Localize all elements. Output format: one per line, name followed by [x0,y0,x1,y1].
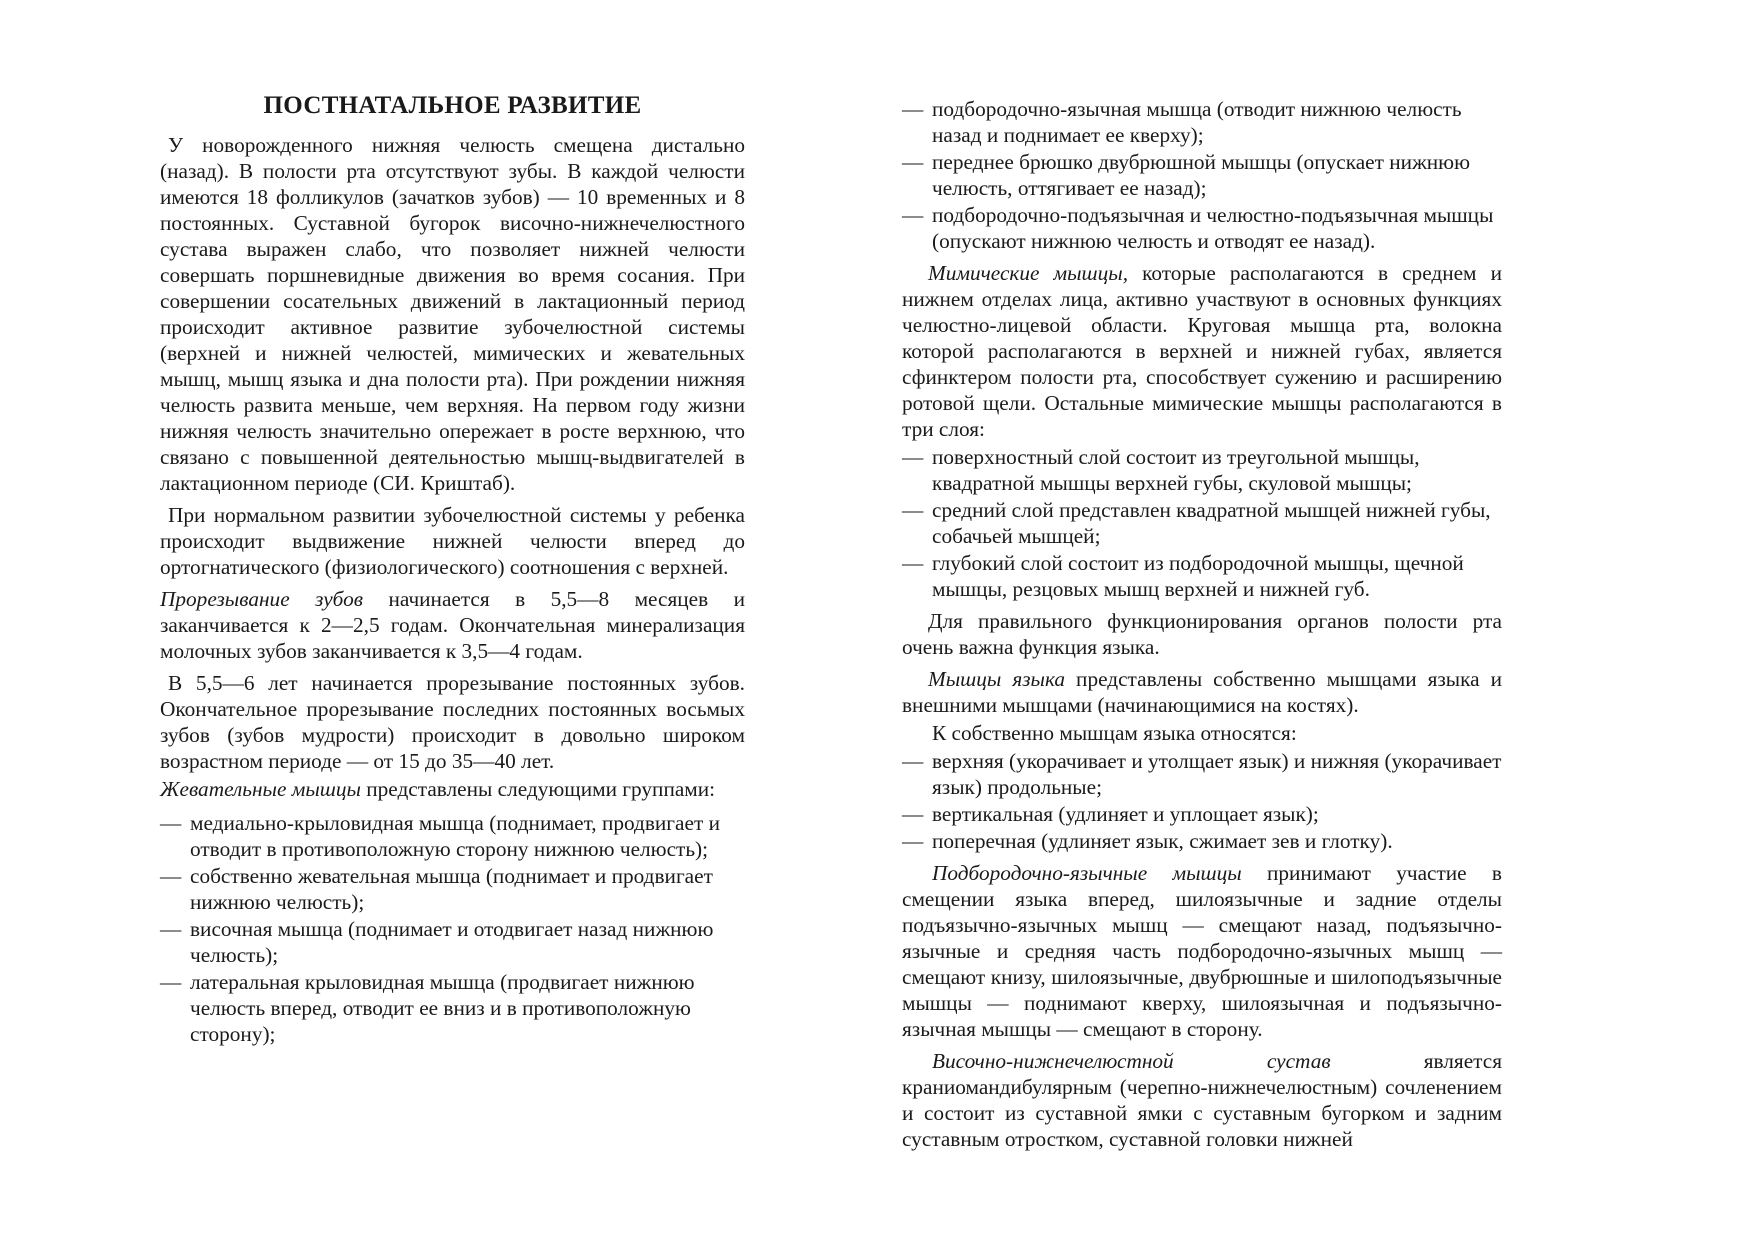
dash-mark: — [902,150,924,174]
dash-mark: — [902,802,924,826]
paragraph-teething [160,586,745,664]
list-item-text: подбородочно-подъязычная и челюстно-подъязычная мышцы (опускают нижнюю челюсть и отводят ее назад). [932,203,1494,253]
term-teething: Прорезывание зубов [160,587,364,611]
page-title: ПОСТНАТАЛЬНОЕ РАЗВИТИЕ [263,92,642,119]
dash-mark: — [902,551,924,575]
paragraph-text: начинается в 5,5—8 месяцев и заканчивается к 2—2,5 годам. Окончательная минерализация молочных зубов заканчивается к 3,5—4 годам. [160,587,745,663]
list-item [902,550,1502,602]
paragraph-tongue-function [902,608,1502,660]
list-item [160,810,745,862]
list-item-text: медиально-крыловидная мышца (поднимает, продвигает и отводит в противоположную сторону нижнюю челюсть); [190,811,720,861]
left-page [160,92,745,1053]
paragraph-text: которые располагаются в среднем и нижнем отделах лица, активно участвуют в основных функциях челюстно-лицевой области. Круговая мышца рта, волокна которой располагаются в верхней и нижней губах, является сфинктером полости рта, способствует сужению и расширению ротовой щели. Остальные мимические мышцы располагаются в три слоя: [902,261,1502,441]
list-item [902,748,1502,800]
list-item [902,96,1502,148]
paragraph-newborn [160,132,745,496]
list-item-text: собственно жевательная мышца (поднимает и продвигает нижнюю челюсть); [190,864,713,914]
list-item [902,202,1502,254]
list-item [902,801,1502,827]
paragraph-normal-development [160,502,745,580]
paragraph-text: При нормальном развитии зубочелюстной системы у ребенка происходит выдвижение нижней челюсти вперед до ортогнатического (физиологического) соотношения с верхней. [160,503,745,579]
list-item-text: верхняя (укорачивает и утолщает язык) и нижняя (укорачивает язык) продольные; [932,749,1502,799]
paragraph-genioglossus [902,860,1502,1042]
list-item [902,497,1502,549]
dash-mark: — [902,498,924,522]
term-genioglossus: Подбородочно-язычные мышцы [932,861,1242,885]
term-tongue-muscles: Мышцы языка [928,667,1066,691]
list-item [160,969,745,1047]
dash-mark: — [902,445,924,469]
paragraph-tmj [902,1048,1502,1152]
dash-mark: — [902,829,924,853]
dash-mark: — [902,749,924,773]
paragraph-mimic-muscles [902,260,1502,442]
paragraph-text: Для правильного функционирования органов полости рта очень важна функция языка. [902,609,1502,659]
intrinsic-muscles-list [902,748,1502,854]
list-item-text: поверхностный слой состоит из треугольной мышцы, квадратной мышцы верхней губы, скуловой мышцы; [932,445,1420,495]
list-item-text: поперечная (удлиняет язык, сжимает зев и глотку). [932,829,1393,853]
tongue-depressor-list [902,96,1502,254]
term-masticatory-muscles: Жевательные мышцы [160,777,361,801]
term-tmj: Височно-нижнечелюстной сустав [932,1049,1331,1073]
list-item-text: глубокий слой состоит из подбородочной мышцы, щечной мышцы, резцовых мышц верхней и нижней губ. [932,551,1464,601]
list-item-text: латеральная крыловидная мышца (продвигает нижнюю челюсть вперед, отводит ее вниз и в противоположную сторону); [190,970,695,1046]
paragraph-tongue-muscles [902,666,1502,718]
paragraph-text: представлены собственно мышцами языка и внешними мышцами (начинающимися на костях). [902,667,1503,717]
list-item [160,916,745,968]
dash-mark: — [160,811,182,835]
list-item-text: височная мышца (поднимает и отодвигает назад нижнюю челюсть); [190,917,714,967]
paragraph-masticatory-muscles [160,776,745,802]
paragraph-text: принимают участие в смещении языка вперед, шилоязычные и задние отделы подъязычно-язычных мышц — смещают назад, подъязычно-язычные и средняя часть подбородочно-язычных мышц — смещают книзу, шилоязычные, двубрюшные и шилоподъязычные мышцы — поднимают кверху, шилоязычная и подъязычно-язычная мышцы — смещают в сторону. [902,861,1502,1041]
term-mimic-muscles: Мимические мышцы, [928,261,1129,285]
list-item [160,863,745,915]
paragraph-permanent-teeth [160,670,745,774]
list-item [902,149,1502,201]
dash-mark: — [902,203,924,227]
masticatory-muscle-list [160,810,745,1047]
list-item [902,444,1502,496]
paragraph-text: является краниомандибулярным (черепно-нижнечелюстным) сочленением и состоит из суставной ямки с суставным бугорком и задним суставным отростком, суставной головки нижней [902,1049,1502,1151]
dash-mark: — [160,864,182,888]
paragraph-text: У новорожденного нижняя челюсть смещена дистально (назад). В полости рта отсутствуют зубы. В каждой челюсти имеются 18 фолликулов (зачатков зубов) — 10 временных и 8 постоянных. Суставной бугорок височно-нижнечелюстного сустава выражен слабо, что позволяет нижней челюсти совершать поршневидные движения во время сосания. При совершении сосательных движений в лактационный период происходит активное развитие зубочелюстной системы (верхней и нижней челюстей, мимических и жевательных мышц, мышц языка и дна полости рта). При рождении нижняя челюсть развита меньше, чем верхняя. На первом году жизни нижняя челюсть значительно опережает в росте верхнюю, что связано с повышенной деятельностью мышц-выдвигателей в лактационном периоде (СИ. Криштаб). [160,133,745,495]
dash-mark: — [160,917,182,941]
mimic-layers-list [902,444,1502,602]
paragraph-text: представлены следующими группами: [360,777,716,801]
list-item-text: вертикальная (удлиняет и уплощает язык); [932,802,1319,826]
paragraph-text: К собственно мышцам языка относятся: [932,721,1297,745]
right-page [902,96,1502,1158]
list-item-text: переднее брюшко двубрюшной мышцы (опускает нижнюю челюсть, оттягивает ее назад); [932,150,1470,200]
paragraph-text: В 5,5—6 лет начинается прорезывание постоянных зубов. Окончательное прорезывание последних постоянных восьмых зубов (зубов мудрости) происходит в довольно широком возрастном периоде — от 15 до 35—40 лет. [160,671,745,773]
list-item [902,828,1502,854]
dash-mark: — [160,970,182,994]
list-item-text: подбородочно-язычная мышца (отводит нижнюю челюсть назад и поднимает ее кверху); [932,97,1462,147]
dash-mark: — [902,97,924,121]
list-item-text: средний слой представлен квадратной мышцей нижней губы, собачьей мышцей; [932,498,1491,548]
paragraph-intrinsic-muscles [902,720,1502,746]
